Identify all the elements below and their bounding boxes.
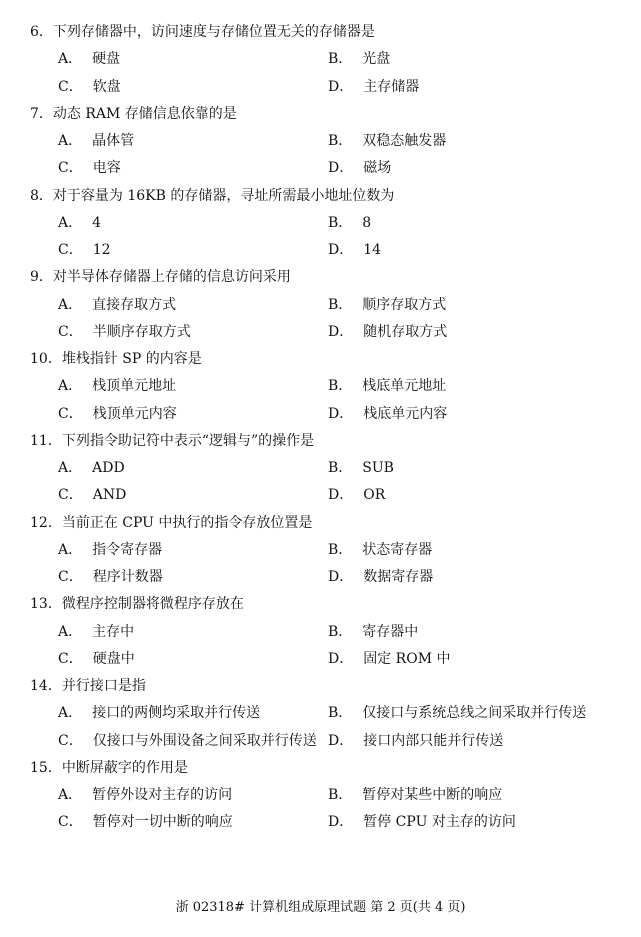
answer-option [328, 240, 381, 260]
option-text: 接口内部只能并行传送 [363, 732, 504, 749]
option-text: 程序计数器 [92, 569, 163, 585]
option-letter: A． [58, 133, 83, 149]
option-text: 光盘 [362, 51, 391, 68]
answer-option [58, 240, 111, 260]
answer-option [328, 703, 586, 723]
option-letter: C． [58, 814, 83, 831]
answer-option [58, 622, 134, 642]
option-letter: A． [58, 51, 83, 68]
option-letter: B． [328, 51, 353, 68]
answer-option [58, 404, 177, 424]
option-letter: D． [328, 732, 354, 749]
answer-option [328, 458, 394, 478]
option-text: 随机存取方式 [363, 323, 448, 340]
option-text: 顺序存取方式 [362, 296, 447, 313]
answer-option [328, 567, 433, 587]
option-letter: D． [328, 78, 354, 95]
answer-option [58, 77, 121, 97]
option-letter: B． [328, 296, 353, 313]
answer-option [58, 213, 101, 233]
question-stem: 12．当前正在 CPU 中执行的指令存放位置是 [30, 514, 313, 531]
answer-option [328, 649, 451, 669]
answer-option [328, 404, 447, 424]
option-text: 半顺序存取方式 [92, 323, 191, 340]
question-stem: 8．对于容量为 16KB 的存储器，寻址所需最小地址位数为 [30, 187, 395, 204]
answer-option [58, 785, 232, 805]
option-letter: A． [58, 460, 83, 476]
option-text: 状态寄存器 [362, 541, 433, 558]
option-letter: D． [328, 160, 354, 177]
option-text: SUB [362, 460, 394, 476]
answer-option [328, 131, 446, 151]
question-stem: 10．堆栈指针 SP 的内容是 [30, 351, 202, 367]
option-letter: D． [328, 405, 354, 422]
question-stem: 13．微程序控制器将微程序存放在 [30, 596, 244, 613]
option-text: 栈底单元内容 [363, 405, 448, 422]
answer-option [58, 295, 176, 315]
question-stem: 14．并行接口是指 [30, 678, 146, 694]
option-letter: D． [328, 242, 354, 258]
option-letter: A． [58, 214, 83, 231]
answer-option [328, 295, 446, 315]
option-text: 栈底单元地址 [362, 378, 447, 395]
answer-option [58, 540, 162, 560]
answer-option [328, 213, 371, 233]
answer-option [328, 540, 432, 560]
option-letter: D． [328, 323, 354, 340]
option-text: 软盘 [92, 78, 121, 95]
option-letter: C． [58, 650, 83, 667]
answer-option [328, 622, 418, 642]
option-letter: B． [328, 378, 353, 395]
option-letter: B． [328, 214, 353, 231]
option-letter: C． [58, 732, 83, 749]
answer-option [328, 77, 419, 97]
answer-option [58, 731, 317, 751]
option-text: 暂停对某些中断的响应 [362, 787, 503, 803]
option-letter: B． [328, 541, 353, 558]
option-letter: B． [328, 623, 353, 640]
option-letter: A． [58, 787, 83, 803]
option-letter: B． [328, 705, 353, 722]
question-stem: 9．对半导体存储器上存储的信息访问采用 [30, 269, 291, 286]
question-stem: 11．下列指令助记符中表示“逻辑与”的操作是 [30, 432, 315, 449]
answer-option [58, 376, 176, 396]
option-text: 磁场 [363, 160, 392, 177]
option-text: 数据寄存器 [363, 569, 434, 585]
option-text: 硬盘 [92, 51, 121, 68]
option-letter: B． [328, 133, 353, 149]
option-text: 指令寄存器 [92, 541, 163, 558]
answer-option [58, 49, 120, 69]
option-text: 4 [92, 214, 102, 231]
option-letter: D． [328, 814, 354, 831]
option-text: 寄存器中 [362, 623, 419, 640]
answer-option [58, 458, 125, 478]
answer-option [58, 158, 121, 178]
answer-option [328, 322, 447, 342]
question-stem: 6．下列存储器中，访问速度与存储位置无关的存储器是 [30, 24, 375, 40]
option-text: 硬盘中 [92, 650, 135, 667]
option-text: OR [363, 487, 386, 504]
answer-option [58, 485, 126, 505]
question-stem: 15．中断屏蔽字的作用是 [30, 759, 188, 776]
option-letter: C． [58, 242, 83, 258]
option-text: 主存中 [92, 623, 135, 640]
answer-option [58, 703, 260, 723]
answer-option [328, 812, 516, 832]
answer-option [58, 131, 134, 151]
option-text: 暂停 CPU 对主存的访问 [363, 814, 516, 831]
option-text: 12 [92, 242, 111, 258]
option-text: 栈顶单元地址 [92, 378, 177, 395]
option-text: 14 [363, 242, 382, 258]
option-letter: D． [328, 487, 354, 504]
option-text: 栈顶单元内容 [92, 405, 177, 422]
option-text: 直接存取方式 [92, 296, 177, 313]
option-letter: C． [58, 323, 83, 340]
option-letter: C． [58, 160, 83, 177]
question-stem: 7．动态 RAM 存储信息依靠的是 [30, 105, 237, 122]
answer-option [58, 649, 135, 669]
answer-option [58, 322, 191, 342]
option-letter: A． [58, 296, 83, 313]
option-text: 8 [362, 214, 372, 231]
option-letter: D． [328, 569, 354, 585]
answer-option [58, 812, 233, 832]
option-text: AND [92, 487, 127, 504]
option-text: 暂停外设对主存的访问 [92, 787, 233, 803]
answer-option [328, 376, 446, 396]
option-text: ADD [92, 460, 125, 476]
answer-option [328, 731, 503, 751]
answer-option [58, 567, 163, 587]
option-text: 固定 ROM 中 [363, 650, 451, 667]
page-footer: 浙 02318# 计算机组成原理试题 第 2 页(共 4 页) [175, 900, 466, 915]
option-text: 主存储器 [363, 78, 420, 95]
option-text: 电容 [92, 160, 121, 177]
option-letter: D． [328, 650, 354, 667]
option-text: 晶体管 [92, 133, 135, 149]
option-text: 双稳态触发器 [362, 133, 447, 149]
option-letter: B． [328, 460, 353, 476]
option-letter: A． [58, 541, 83, 558]
option-letter: C． [58, 78, 83, 95]
option-text: 仅接口与系统总线之间采取并行传送 [362, 705, 587, 722]
option-text: 暂停对一切中断的响应 [92, 814, 233, 831]
answer-option [328, 785, 502, 805]
option-letter: A． [58, 623, 83, 640]
answer-option [328, 158, 391, 178]
option-letter: A． [58, 705, 83, 722]
option-letter: C． [58, 405, 83, 422]
option-letter: C． [58, 569, 83, 585]
option-letter: A． [58, 378, 83, 395]
option-letter: B． [328, 787, 353, 803]
option-text: 仅接口与外围设备之间采取并行传送 [92, 732, 317, 749]
option-text: 接口的两侧均采取并行传送 [92, 705, 261, 722]
option-letter: C． [58, 487, 83, 504]
answer-option [328, 49, 390, 69]
answer-option [328, 485, 385, 505]
